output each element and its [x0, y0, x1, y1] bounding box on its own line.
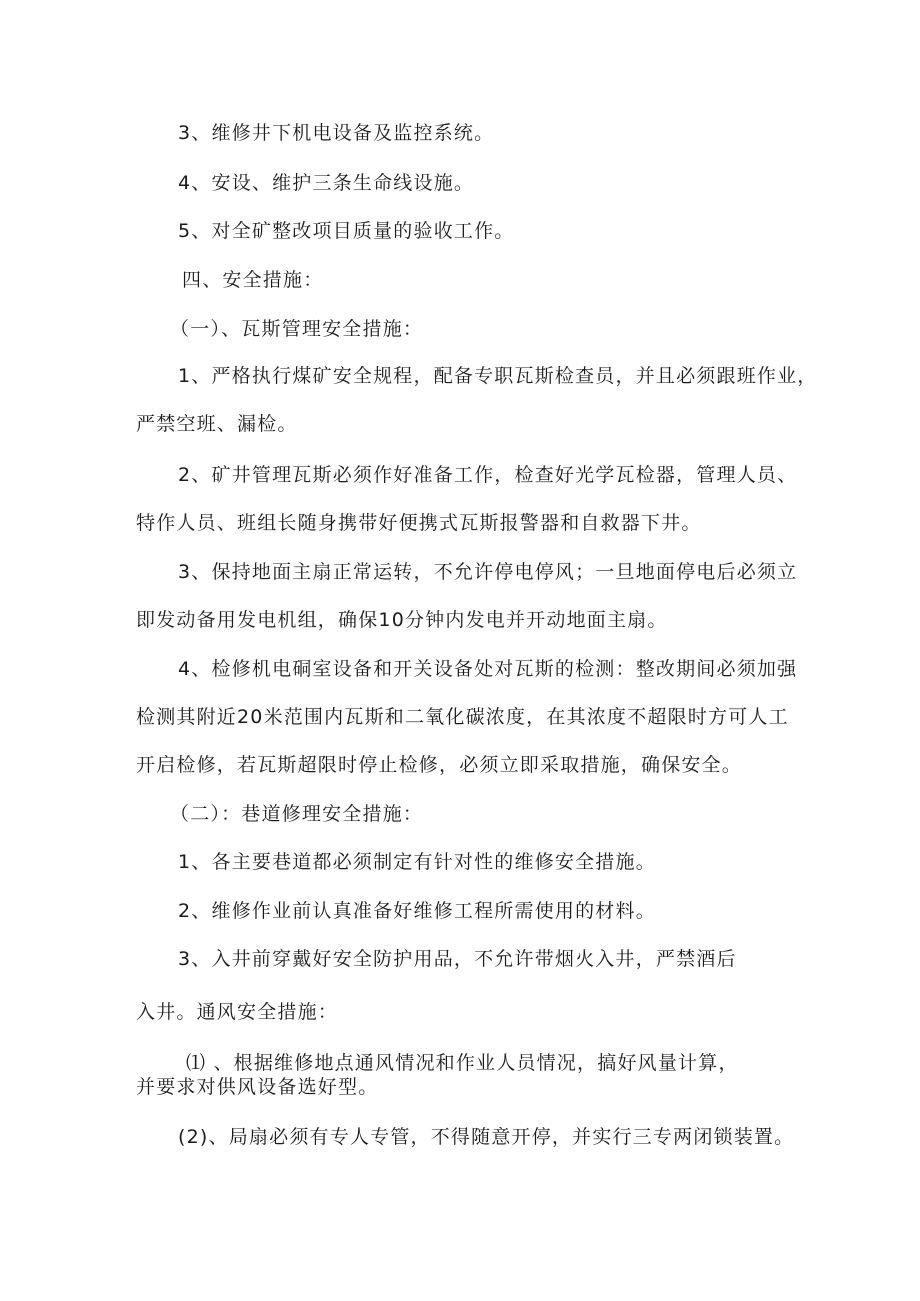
section-heading: 四、安全措施： [182, 269, 324, 291]
text-line: 检测其附近20米范围内瓦斯和二氧化碳浓度，在其浓度不超限时方可人工 [136, 706, 789, 728]
text-line: ⑴ 、根据维修地点通风情况和作业人员情况，搞好风量计算， [186, 1052, 739, 1074]
text-line: 4、安设、维护三条生命线设施。 [178, 172, 475, 194]
subsection-heading: （二）：巷道修理安全措施： [170, 803, 424, 825]
text-line: 1、严格执行煤矿安全规程，配备专职瓦斯检查员，并且必须跟班作业， [178, 365, 818, 387]
text-line: 特作人员、班组长随身携带好便携式瓦斯报警器和自救器下井。 [136, 512, 702, 534]
text-line: 开启检修，若瓦斯超限时停止检修，必须立即采取措施，确保安全。 [136, 754, 743, 776]
subsection-heading: （一）、瓦斯管理安全措施： [170, 318, 424, 340]
text-line: 3、维修井下机电设备及监控系统。 [178, 122, 495, 144]
text-line: 1、各主要巷道都必须制定有针对性的维修安全措施。 [178, 851, 656, 873]
text-line: (2)、局扇必须有专人专管，不得随意开停，并实行三专两闭锁装置。 [178, 1126, 795, 1148]
text-line: 2、维修作业前认真准备好维修工程所需使用的材料。 [178, 900, 656, 922]
text-line: 4、检修机电硐室设备和开关设备处对瓦斯的检测：整改期间必须加强 [178, 658, 798, 680]
text-line: 严禁空班、漏检。 [136, 413, 298, 435]
text-line: 入井。通风安全措施： [136, 1001, 339, 1023]
text-line: 并要求对供风设备选好型。 [136, 1076, 379, 1098]
text-line: 2、矿井管理瓦斯必须作好准备工作，检查好光学瓦检器，管理人员、 [178, 464, 798, 486]
text-line: 5、对全矿整改项目质量的验收工作。 [178, 220, 515, 242]
text-line: 3、入井前穿戴好安全防护用品，不允许带烟火入井，严禁酒后 [178, 948, 737, 970]
text-line: 3、保持地面主扇正常运转，不允许停电停风；一旦地面停电后必须立 [178, 561, 798, 583]
text-line: 即发动备用发电机组，确保10分钟内发电并开动地面主扇。 [136, 609, 668, 631]
